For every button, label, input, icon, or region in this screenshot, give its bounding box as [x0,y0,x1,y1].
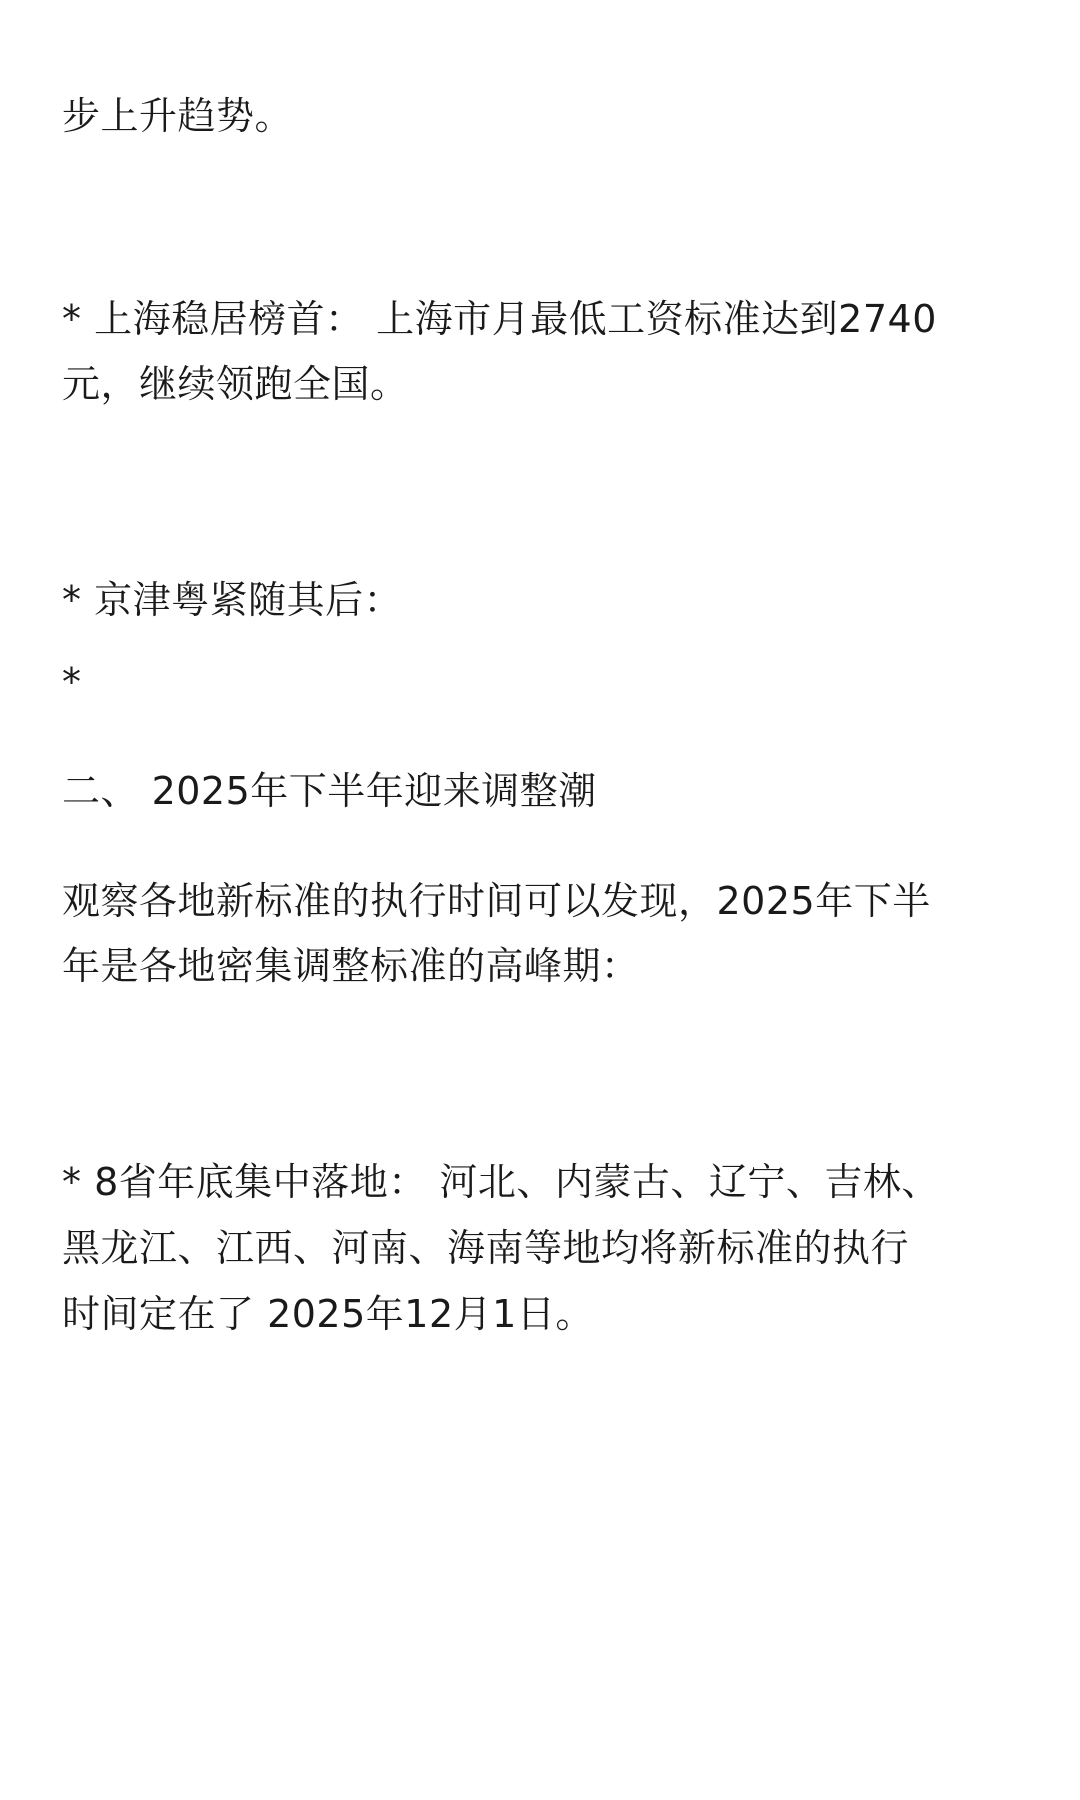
bullet-shanghai-line-1: * 上海稳居榜首： 上海市月最低工资标准达到2740 [62,297,937,341]
bullet-eight-provinces-line-3: 时间定在了 2025年12月1日。 [62,1292,594,1336]
bullet-shanghai-line-2: 元，继续领跑全国。 [62,362,409,406]
section-two-intro-line-1: 观察各地新标准的执行时间可以发现，2025年下半 [62,879,931,923]
bullet-empty: * [62,660,82,704]
paragraph-trend-tail: 步上升趋势。 [62,94,294,138]
bullet-jing-jin-yue: * 京津粤紧随其后： [62,578,403,622]
section-two-intro-line-2: 年是各地密集调整标准的高峰期： [62,944,640,988]
bullet-eight-provinces-line-2: 黑龙江、江西、河南、海南等地均将新标准的执行 [62,1226,910,1270]
section-two-heading: 二、 2025年下半年迎来调整潮 [62,769,597,813]
bullet-eight-provinces-line-1: * 8省年底集中落地： 河北、内蒙古、辽宁、吉林、 [62,1160,940,1204]
